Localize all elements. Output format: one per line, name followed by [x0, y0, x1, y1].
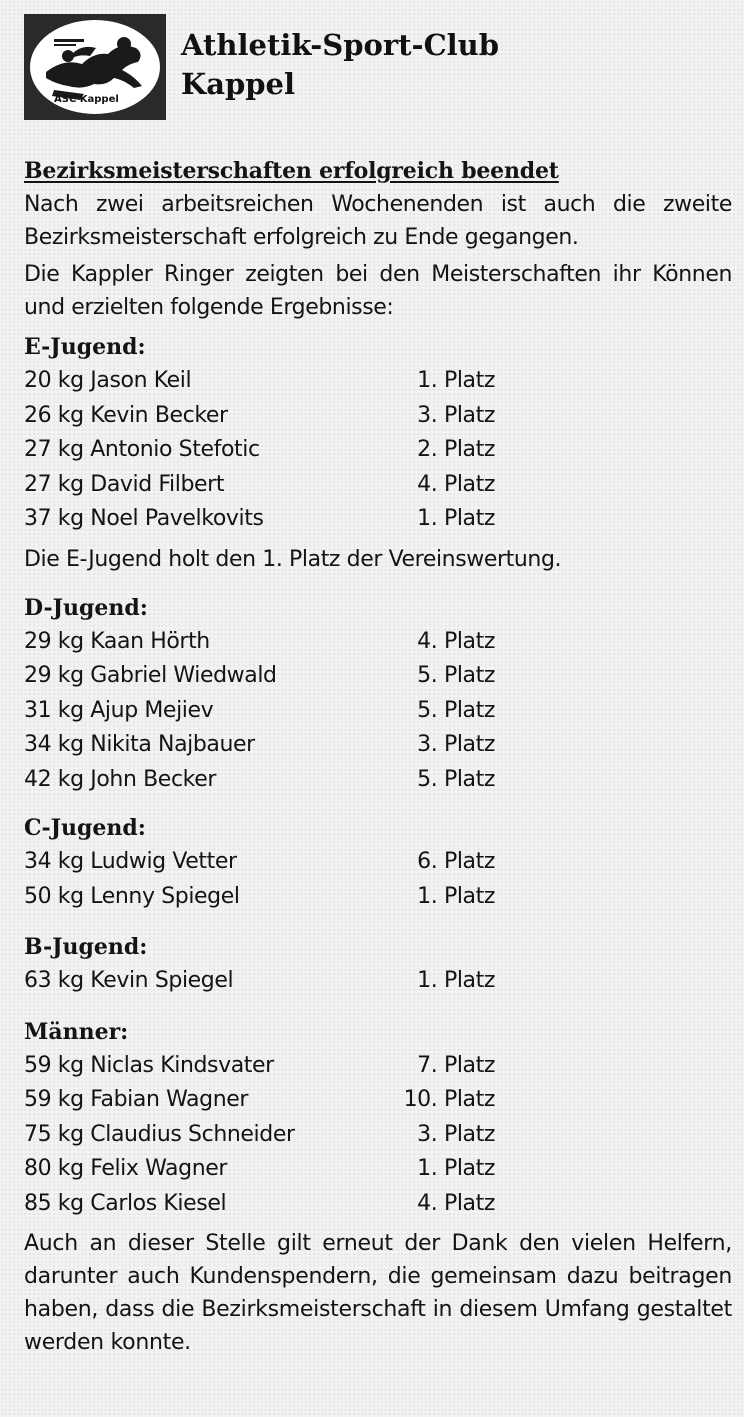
- result-row: [24, 399, 732, 434]
- athlete-name: 34 kg Nikita Najbauer: [24, 732, 255, 757]
- placement: 1. Platz: [417, 883, 495, 909]
- section-note: Die E-Jugend holt den 1. Platz der Vereinswertung.: [24, 546, 562, 572]
- placement: 5. Platz: [417, 663, 495, 688]
- section-title: Männer:: [24, 1018, 129, 1045]
- result-row: [24, 880, 732, 915]
- section-title: C-Jugend:: [24, 815, 146, 841]
- placement: 7. Platz: [417, 1052, 495, 1078]
- club-name: [181, 26, 499, 104]
- placement: 4. Platz: [417, 1190, 495, 1216]
- closing-paragraph: Auch an dieser Stelle gilt erneut der Dank den vielen Helfern, darunter auch Kundenspendern, die gemeinsam dazu beitragen haben, dass die Bezirksmeisterschaft in diesem Umfang gestaltet werden konnte.: [24, 1231, 732, 1355]
- result-row: [24, 659, 732, 694]
- club-header: [24, 14, 724, 124]
- athlete-name: 27 kg David Filbert: [24, 471, 225, 497]
- result-row: [24, 364, 732, 399]
- athlete-name: 27 kg Antonio Stefotic: [24, 437, 260, 462]
- result-row: [24, 625, 732, 660]
- section-title: B-Jugend:: [24, 934, 148, 960]
- placement: 3. Platz: [417, 1121, 495, 1147]
- athlete-name: 75 kg Claudius Schneider: [24, 1121, 295, 1147]
- placement: 1. Platz: [417, 1156, 495, 1181]
- athlete-name: 31 kg Ajup Mejiev: [24, 697, 214, 723]
- placement: 3. Platz: [417, 402, 495, 428]
- placement: 1. Platz: [417, 368, 495, 393]
- result-row: [24, 728, 732, 763]
- placement: 1. Platz: [417, 506, 495, 531]
- athlete-name: 50 kg Lenny Spiegel: [24, 883, 240, 909]
- athlete-name: 59 kg Fabian Wagner: [24, 1087, 249, 1112]
- article-headline: Bezirksmeisterschaften erfolgreich beendet: [24, 158, 559, 184]
- placement: 5. Platz: [417, 697, 495, 723]
- result-row: [24, 1049, 732, 1084]
- intro-paragraph-2: Die Kappler Ringer zeigten bei den Meisterschaften ihr Können und erzielten folgende Ergebnisse:: [24, 262, 732, 320]
- result-row: [24, 502, 732, 537]
- athlete-name: 37 kg Noel Pavelkovits: [24, 506, 264, 531]
- section-title: E-Jugend:: [24, 334, 146, 360]
- intro-paragraph-1: Nach zwei arbeitsreichen Wochenenden ist auch die zweite Bezirksmeisterschaft erfolgreich zu Ende gegangen.: [24, 192, 732, 250]
- athlete-name: 26 kg Kevin Becker: [24, 402, 228, 428]
- result-row: [24, 763, 732, 798]
- athlete-name: 42 kg John Becker: [24, 766, 216, 792]
- placement: 3. Platz: [417, 732, 495, 757]
- result-row: [24, 1083, 732, 1118]
- section-maenner: [24, 1015, 732, 1222]
- athlete-name: 29 kg Kaan Hörth: [24, 628, 210, 654]
- athlete-name: 85 kg Carlos Kiesel: [24, 1190, 227, 1216]
- placement: 1. Platz: [417, 968, 495, 993]
- result-row: [24, 694, 732, 729]
- athlete-name: 20 kg Jason Keil: [24, 368, 192, 393]
- logo-text: ASC Kappel: [54, 94, 119, 105]
- placement: 6. Platz: [417, 849, 495, 874]
- athlete-name: 80 kg Felix Wagner: [24, 1156, 228, 1181]
- placement: 2. Platz: [417, 437, 495, 462]
- section-b-jugend: [24, 930, 732, 999]
- section-d-jugend: [24, 591, 732, 798]
- club-logo: [24, 14, 166, 120]
- athlete-name: 29 kg Gabriel Wiedwald: [24, 663, 277, 688]
- section-c-jugend: [24, 811, 732, 914]
- result-row: [24, 1187, 732, 1222]
- article: [24, 154, 732, 1359]
- placement: 10. Platz: [403, 1087, 495, 1112]
- club-name-line2: Kappel: [181, 67, 296, 101]
- athlete-name: 59 kg Niclas Kindsvater: [24, 1052, 274, 1078]
- result-row: [24, 433, 732, 468]
- athlete-name: 63 kg Kevin Spiegel: [24, 968, 234, 993]
- placement: 5. Platz: [417, 766, 495, 792]
- result-row: [24, 845, 732, 880]
- placement: 4. Platz: [417, 628, 495, 654]
- result-row: [24, 468, 732, 503]
- section-e-jugend: [24, 330, 732, 577]
- result-row: [24, 1118, 732, 1153]
- section-title: D-Jugend:: [24, 594, 148, 621]
- club-name-line1: Athletik-Sport-Club: [181, 28, 500, 62]
- result-row: [24, 1152, 732, 1187]
- athlete-name: 34 kg Ludwig Vetter: [24, 849, 237, 874]
- result-row: [24, 964, 732, 999]
- placement: 4. Platz: [417, 471, 495, 497]
